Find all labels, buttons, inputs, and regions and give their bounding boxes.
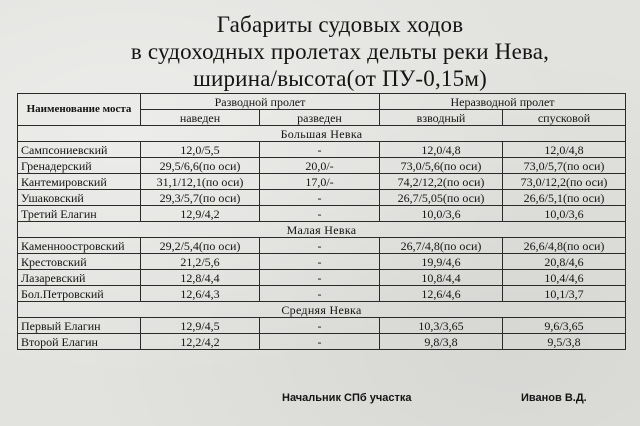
cell-upstream: 26,7/4,8(по оси): [380, 238, 503, 254]
cell-downstream: 9,6/3,65: [503, 318, 626, 334]
header-open: разведен: [260, 110, 380, 126]
section-title: Большая Невка: [18, 126, 626, 142]
cell-downstream: 12,0/4,8: [503, 142, 626, 158]
cell-upstream: 19,9/4,6: [380, 254, 503, 270]
cell-open: -: [260, 334, 380, 350]
footer-position: Начальник СПб участка: [282, 392, 412, 404]
cell-bridge: Крестовский: [18, 254, 141, 270]
cell-bridge: Сампсониевский: [18, 142, 141, 158]
cell-downstream: 73,0/5,7(по оси): [503, 158, 626, 174]
cell-closed: 21,2/5,6: [141, 254, 260, 270]
cell-open: -: [260, 286, 380, 302]
cell-bridge: Гренадерский: [18, 158, 141, 174]
cell-closed: 12,8/4,4: [141, 270, 260, 286]
table-row: [18, 254, 626, 270]
cell-closed: 12,0/5,5: [141, 142, 260, 158]
cell-upstream: 10,0/3,6: [380, 206, 503, 222]
cell-closed: 12,2/4,2: [141, 334, 260, 350]
cell-bridge: Каменноостровский: [18, 238, 141, 254]
cell-downstream: 10,4/4,6: [503, 270, 626, 286]
table-body: [18, 126, 626, 350]
cell-open: -: [260, 142, 380, 158]
header-closed: наведен: [141, 110, 260, 126]
cell-downstream: 10,0/3,6: [503, 206, 626, 222]
cell-open: -: [260, 238, 380, 254]
cell-open: -: [260, 318, 380, 334]
cell-closed: 29,2/5,4(по оси): [141, 238, 260, 254]
cell-bridge: Лазаревский: [18, 270, 141, 286]
table-row: [18, 206, 626, 222]
table-row: [18, 190, 626, 206]
table-row: [18, 142, 626, 158]
cell-closed: 31,1/12,1(по оси): [141, 174, 260, 190]
cell-upstream: 10,3/3,65: [380, 318, 503, 334]
cell-downstream: 73,0/12,2(по оси): [503, 174, 626, 190]
cell-open: -: [260, 206, 380, 222]
cell-downstream: 26,6/4,8(по оси): [503, 238, 626, 254]
header-drawbridge-span: Разводной пролет: [141, 94, 380, 110]
section-title: Малая Невка: [18, 222, 626, 238]
section-row: [18, 302, 626, 318]
table-row: [18, 270, 626, 286]
cell-closed: 12,9/4,2: [141, 206, 260, 222]
cell-open: -: [260, 270, 380, 286]
section-row: [18, 126, 626, 142]
cell-bridge: Второй Елагин: [18, 334, 141, 350]
cell-upstream: 73,0/5,6(по оси): [380, 158, 503, 174]
cell-downstream: 10,1/3,7: [503, 286, 626, 302]
clearance-table: [17, 93, 626, 350]
cell-open: 20,0/-: [260, 158, 380, 174]
cell-upstream: 9,8/3,8: [380, 334, 503, 350]
table-row: [18, 334, 626, 350]
footer-signature: Иванов В.Д.: [521, 392, 587, 404]
header-bridge-name: Наименование моста: [18, 94, 141, 126]
cell-upstream: 74,2/12,2(по оси): [380, 174, 503, 190]
document-title-line-2: в судоходных пролетах дельты реки Нева,: [130, 39, 550, 64]
cell-closed: 12,6/4,3: [141, 286, 260, 302]
cell-upstream: 12,0/4,8: [380, 142, 503, 158]
cell-upstream: 10,8/4,4: [380, 270, 503, 286]
header-fixed-span: Неразводной пролет: [380, 94, 626, 110]
cell-upstream: 12,6/4,6: [380, 286, 503, 302]
cell-bridge: Первый Елагин: [18, 318, 141, 334]
table-row: [18, 238, 626, 254]
cell-open: 17,0/-: [260, 174, 380, 190]
table-row: [18, 158, 626, 174]
cell-bridge: Ушаковский: [18, 190, 141, 206]
cell-upstream: 26,7/5,05(по оси): [380, 190, 503, 206]
section-title: Средняя Невка: [18, 302, 626, 318]
section-row: [18, 222, 626, 238]
table-row: [18, 318, 626, 334]
cell-closed: 29,5/6,6(по оси): [141, 158, 260, 174]
cell-closed: 12,9/4,5: [141, 318, 260, 334]
header-downstream: спусковой: [503, 110, 626, 126]
cell-bridge: Бол.Петровский: [18, 286, 141, 302]
cell-closed: 29,3/5,7(по оси): [141, 190, 260, 206]
table-row: [18, 174, 626, 190]
cell-downstream: 20,8/4,6: [503, 254, 626, 270]
cell-downstream: 26,6/5,1(по оси): [503, 190, 626, 206]
cell-downstream: 9,5/3,8: [503, 334, 626, 350]
cell-open: -: [260, 254, 380, 270]
table-row: [18, 286, 626, 302]
document-title-line-3: ширина/высота(от ПУ-0,15м): [193, 66, 487, 91]
cell-open: -: [260, 190, 380, 206]
cell-bridge: Третий Елагин: [18, 206, 141, 222]
cell-bridge: Кантемировский: [18, 174, 141, 190]
document-title-line-1: Габариты судовых ходов: [216, 12, 464, 37]
header-upstream: взводный: [380, 110, 503, 126]
